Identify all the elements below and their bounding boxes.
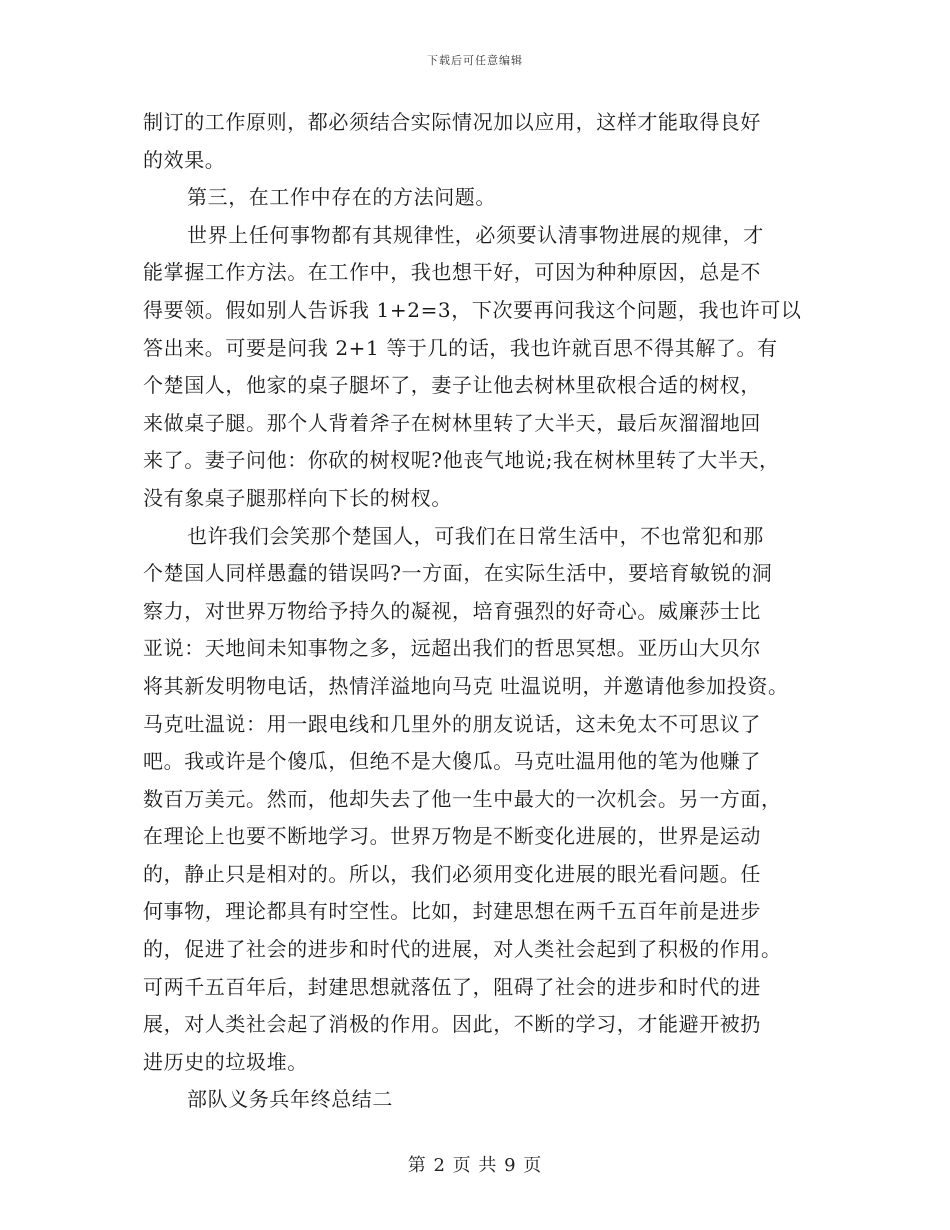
text-line: 的，静止只是相对的。所以，我们必须用变化进展的眼光看问题。任	[143, 861, 761, 886]
text-line: 世界上任何事物都有其规律性，必须要认清事物进展的规律，才	[187, 222, 764, 247]
text-line: 马克吐温说：用一跟电线和几里外的朋友说话，这未免太不可思议了	[143, 711, 761, 736]
text-line: 展，对人类社会起了消极的作用。因此，不断的学习，才能避开被扔	[143, 1012, 761, 1037]
text-line: 进历史的垃圾堆。	[143, 1049, 308, 1074]
text-line: 没有象桌子腿那样向下长的树杈。	[143, 485, 452, 510]
text-line: 的，促进了社会的进步和时代的进展，对人类社会起到了积极的作用。	[143, 937, 782, 962]
text-line: 能掌握工作方法。在工作中，我也想干好，可因为种种原因，总是不	[143, 260, 761, 285]
section-heading: 部队义务兵年终总结二	[187, 1087, 393, 1112]
text-line: 制订的工作原则，都必须结合实际情况加以应用，这样才能取得良好	[143, 110, 761, 134]
text-line: 来做桌子腿。那个人背着斧子在树林里转了大半天，最后灰溜溜地回	[143, 410, 761, 435]
text-line: 答出来。可要是问我 2+1 等于几的话，我也许就百思不得其解了。有	[143, 335, 778, 360]
text-line: 吧。我或许是个傻瓜，但绝不是大傻瓜。马克吐温用他的笔为他赚了	[143, 749, 761, 774]
text-line: 可两千五百年后，封建思想就落伍了，阻碍了社会的进步和时代的进	[143, 974, 761, 999]
text-line: 将其新发明物电话，热情洋溢地向马克 吐温说明，并邀请他参加投资。	[143, 673, 789, 698]
text-line: 的效果。	[143, 147, 226, 172]
text-line: 在理论上也要不断地学习。世界万物是不断变化进展的，世界是运动	[143, 824, 761, 849]
page-number: 第 2 页 共 9 页	[407, 1155, 543, 1176]
text-line: 亚说：天地间未知事物之多，远超出我们的哲思冥想。亚历山大贝尔	[143, 636, 761, 661]
text-line: 个楚国人，他家的桌子腿坏了，妻子让他去树林里砍根合适的树杈，	[143, 373, 761, 398]
text-line: 得要领。假如别人告诉我 1+2=3，下次要再问我这个问题，我也许可以	[143, 297, 802, 322]
text-line: 数百万美元。然而，他却失去了他一生中最大的一次机会。另一方面，	[143, 786, 782, 811]
text-line: 察力，对世界万物给予持久的凝视，培育强烈的好奇心。威廉莎士比	[143, 598, 761, 623]
section-heading: 第三，在工作中存在的方法问题。	[187, 185, 496, 210]
document-body	[143, 104, 813, 1119]
text-line: 也许我们会笑那个楚国人，可我们在日常生活中，不也常犯和那	[187, 523, 764, 548]
text-line: 个楚国人同样愚蠢的错误吗?一方面，在实际生活中，要培育敏锐的洞	[143, 561, 773, 586]
text-line: 何事物，理论都具有时空性。比如，封建思想在两千五百年前是进步	[143, 899, 761, 924]
page-header: 下载后可任意编辑	[427, 54, 523, 67]
text-line: 来了。妻子问他：你砍的树杈呢?他丧气地说;我在树林里转了大半天，	[143, 448, 780, 473]
